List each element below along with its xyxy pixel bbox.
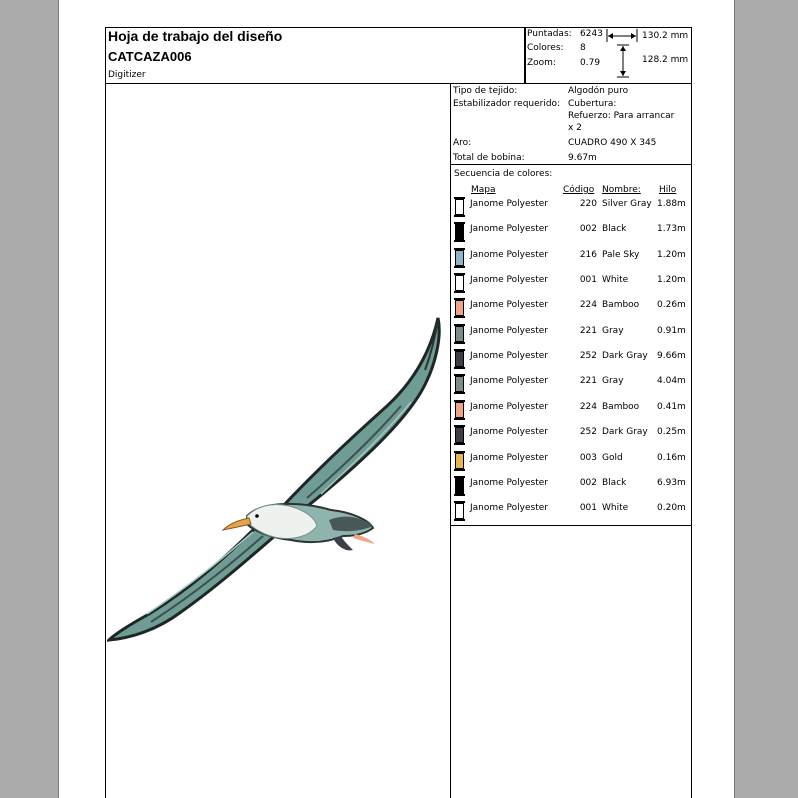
stabilizer-topping: Cubertura: [568,99,617,109]
column-header-thread: Hilo [659,185,677,195]
thread-spool-icon [454,374,465,394]
width-value: 130.2 mm [642,31,689,41]
thread-code: 252 [579,351,597,362]
thread-name: White [602,275,629,286]
thread-code: 224 [579,300,597,311]
thread-spool-icon [454,324,465,344]
thread-spool-icon [454,222,465,242]
thread-chart: Janome Polyester [470,452,548,463]
thread-length: 9.66m [657,351,686,362]
thread-spool-icon [454,273,465,293]
thread-spool-icon [454,451,465,471]
thread-length: 1.88m [657,199,686,209]
notes-area [450,525,692,798]
thread-length: 0.26m [657,300,686,311]
color-sequence-heading: Secuencia de colores: [454,169,553,179]
thread-name: Dark Gray [602,351,648,362]
thread-name: Pale Sky [602,249,640,260]
thread-spool-icon [454,298,465,318]
thread-spool-icon [454,400,465,420]
bobbin-value: 9.67m [568,153,597,163]
thread-chart: Janome Polyester [470,300,548,311]
thread-spool-icon [454,476,465,496]
stabilizer-count: x 2 [568,123,582,133]
thread-chart: Janome Polyester [470,325,548,336]
thread-spool-icon [454,501,465,521]
thread-code: 252 [579,427,597,438]
thread-name: Gray [602,376,624,387]
thread-name: Dark Gray [602,427,648,438]
thread-name: Black [602,224,627,235]
zoom-value: 0.79 [580,58,601,68]
thread-chart: Janome Polyester [470,351,548,362]
thread-code: 216 [579,249,597,260]
stitches-value: 6243 [580,29,603,39]
fabric-label: Tipo de tejido: [453,86,518,96]
thread-code: 221 [579,325,597,336]
thread-length: 0.20m [657,503,686,514]
height-value: 128.2 mm [642,55,689,65]
worksheet-title: Hoja de trabajo del diseño [108,28,283,44]
thread-length: 0.91m [657,325,686,336]
thread-length: 1.20m [657,249,686,260]
column-header-name: Nombre: [602,185,641,195]
thread-length: 4.04m [657,376,686,387]
thread-length: 0.41m [657,401,686,412]
thread-code: 224 [579,401,597,412]
column-header-code: Código [563,185,595,195]
column-header-chart: Mapa [471,185,496,195]
thread-code: 002 [579,224,597,235]
thread-chart: Janome Polyester [470,401,548,412]
thread-length: 6.93m [657,477,686,488]
stabilizer-label: Estabilizador requerido: [453,99,561,109]
thread-name: Silver Gray [602,199,652,209]
thread-spool-icon [454,248,465,268]
thread-code: 001 [579,503,597,514]
zoom-label: Zoom: [527,58,556,68]
thread-spool-icon [454,349,465,369]
color-sequence-box [450,164,692,526]
thread-chart: Janome Polyester [470,376,548,387]
thread-chart: Janome Polyester [470,477,548,488]
thread-chart: Janome Polyester [470,275,548,286]
digitizer-label: Digitizer [108,70,146,80]
thread-code: 003 [579,452,597,463]
thread-name: Black [602,477,627,488]
hoop-label: Aro: [453,138,472,148]
thread-code: 220 [579,199,597,209]
thread-name: Gold [602,452,623,463]
worksheet-page [58,0,735,798]
dimension-arrows-icon [605,28,645,80]
thread-chart: Janome Polyester [470,427,548,438]
thread-length: 1.73m [657,224,686,235]
thread-name: Bamboo [602,401,640,412]
thread-chart: Janome Polyester [470,503,548,514]
thread-code: 001 [579,275,597,286]
thread-chart: Janome Polyester [470,224,548,235]
thread-chart: Janome Polyester [470,199,548,209]
thread-chart: Janome Polyester [470,249,548,260]
hoop-value: CUADRO 490 X 345 [568,138,657,148]
thread-code: 221 [579,376,597,387]
thread-length: 0.16m [657,452,686,463]
thread-spool-icon [454,197,465,217]
thread-name: White [602,503,629,514]
bobbin-label: Total de bobina: [453,153,525,163]
albatross-design-image [107,310,447,650]
thread-spool-icon [454,425,465,445]
colors-value: 8 [580,43,586,53]
stabilizer-backing: Refuerzo: Para arrancar [568,111,675,121]
thread-length: 1.20m [657,275,686,286]
design-name: CATCAZA006 [108,49,192,64]
thread-name: Bamboo [602,300,640,311]
fabric-value: Algodón puro [568,86,629,96]
thread-length: 0.25m [657,427,686,438]
stitches-label: Puntadas: [527,29,572,39]
thread-name: Gray [602,325,624,336]
colors-label: Colores: [527,43,564,53]
thread-code: 002 [579,477,597,488]
